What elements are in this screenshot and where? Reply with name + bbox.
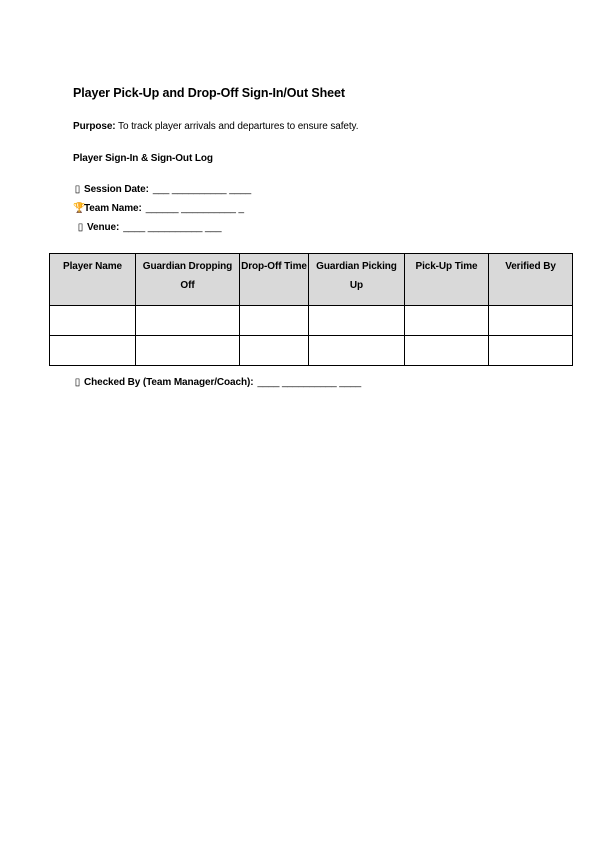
log-heading: Player Sign-In & Sign-Out Log (73, 153, 213, 164)
table-cell[interactable] (405, 306, 489, 336)
table-row (50, 306, 573, 336)
table-header-row (50, 254, 573, 306)
sign-in-out-table (49, 253, 573, 366)
table-cell[interactable] (309, 306, 405, 336)
table-row (50, 336, 573, 366)
session-date-field (73, 184, 251, 195)
trophy-icon: 🏆 (73, 203, 86, 214)
header-verified-by: Verified By (489, 254, 573, 306)
venue-label: Venue: (87, 222, 120, 233)
team-name-label: Team Name: (84, 203, 142, 214)
header-pick-up-time: Pick-Up Time (405, 254, 489, 306)
table-cell[interactable] (240, 336, 309, 366)
location-icon: ▯ (77, 222, 84, 233)
checkbox-icon: ▯ (74, 377, 81, 388)
checked-by-blank[interactable]: ____ __________ ____ (257, 377, 362, 388)
header-guardian-picking-up: Guardian Picking Up (309, 254, 405, 306)
header-guardian-dropping-off: Guardian Dropping Off (136, 254, 240, 306)
table-cell[interactable] (136, 306, 240, 336)
venue-blank[interactable]: ____ __________ ___ (123, 222, 222, 233)
header-player-name: Player Name (50, 254, 136, 306)
session-date-label: Session Date: (84, 184, 149, 195)
table-cell[interactable] (309, 336, 405, 366)
header-drop-off-time: Drop-Off Time (240, 254, 309, 306)
purpose-label: Purpose: (73, 121, 116, 132)
team-name-blank[interactable]: ______ __________ _ (145, 203, 244, 214)
calendar-icon: ▯ (74, 184, 81, 195)
checked-by-field (73, 377, 361, 388)
team-name-field (73, 203, 244, 214)
document-title: Player Pick-Up and Drop-Off Sign-In/Out Sheet (73, 86, 345, 100)
table-cell[interactable] (136, 336, 240, 366)
table-cell[interactable] (240, 306, 309, 336)
checked-by-label: Checked By (Team Manager/Coach): (84, 377, 254, 388)
table-cell[interactable] (489, 336, 573, 366)
purpose-statement (73, 121, 358, 132)
venue-field (76, 222, 221, 233)
table-cell[interactable] (50, 336, 136, 366)
table-cell[interactable] (50, 306, 136, 336)
table-cell[interactable] (489, 306, 573, 336)
table-cell[interactable] (405, 336, 489, 366)
purpose-text: To track player arrivals and departures to ensure safety. (115, 121, 359, 132)
session-date-blank[interactable]: ___ __________ ____ (152, 184, 252, 195)
